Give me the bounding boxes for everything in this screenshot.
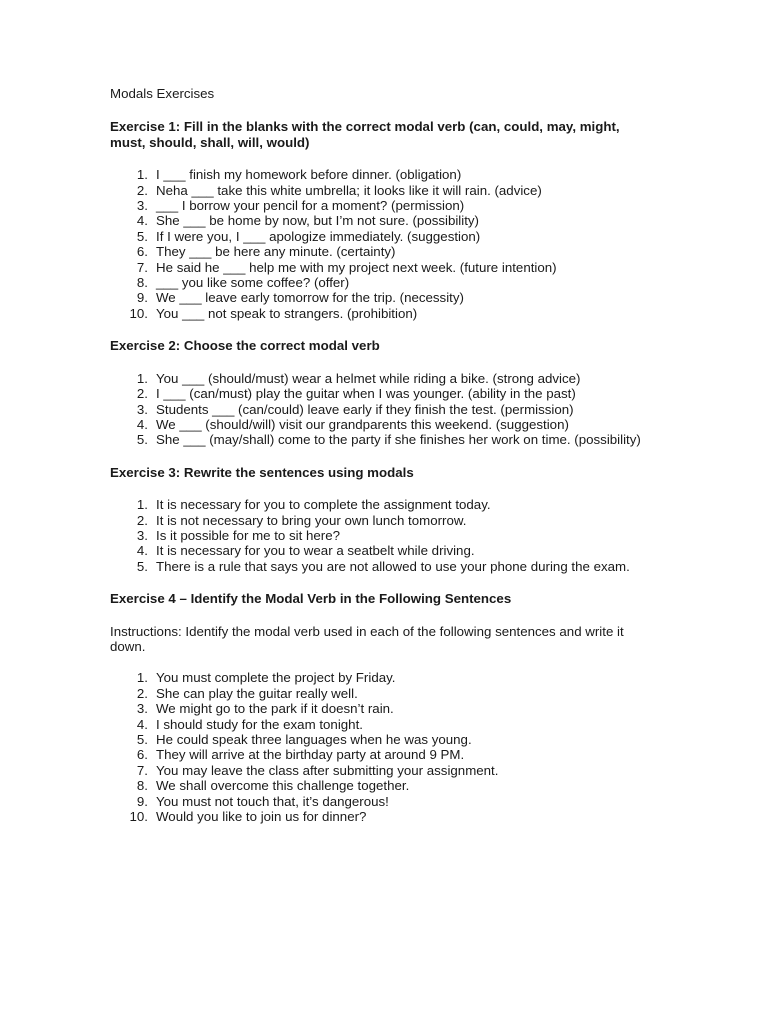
list-item [110,402,658,417]
list-item-number: 8. [136,778,148,794]
list-item-number: 4. [136,716,148,732]
list-item [110,371,658,386]
list-item [110,229,658,244]
list-item-text: You ___ (should/must) wear a helmet while riding a bike. (strong advice) [156,370,581,386]
list-item [110,747,658,762]
list-item-number: 10. [129,809,148,825]
list-item-number: 5. [136,732,148,747]
list-item-text: We ___ (should/will) visit our grandparents this weekend. (suggestion) [156,416,569,432]
list-item-text: It is not necessary to bring your own lunch tomorrow. [156,512,467,528]
list-item-text: ___ I borrow your pencil for a moment? (permission) [156,198,465,214]
list-item-number: 3. [136,527,148,543]
list-item [110,260,658,275]
list-item-number: 5. [136,558,148,574]
list-item [110,809,658,824]
list-item-number: 3. [136,198,148,214]
list-item-text: You must not touch that, it’s dangerous! [156,793,389,809]
list-item [110,528,658,543]
list-item-text: She can play the guitar really well. [156,685,358,701]
exercise-3-list [110,497,658,574]
list-item-number: 4. [136,213,148,229]
list-item [110,717,658,732]
list-item-text: I ___ finish my homework before dinner. (obligation) [156,167,462,183]
document-body [110,86,658,841]
list-item [110,543,658,558]
list-item [110,213,658,228]
list-item [110,386,658,401]
list-item-text: It is necessary for you to wear a seatbelt while driving. [156,543,475,559]
list-item-text: We shall overcome this challenge together. [156,778,410,794]
list-item [110,670,658,685]
list-item-number: 9. [136,793,148,809]
list-item-number: 7. [136,259,148,275]
list-item-number: 3. [136,401,148,417]
list-item-number: 4. [136,543,148,559]
list-item-text: ___ you like some coffee? (offer) [156,275,350,291]
list-item-text: You may leave the class after submitting your assignment. [156,762,499,778]
exercise-2-heading: Exercise 2: Choose the correct modal verb [110,338,380,354]
list-item [110,497,658,512]
list-item [110,778,658,793]
list-item [110,732,658,747]
list-item [110,763,658,778]
exercise-2-list [110,371,658,448]
list-item [110,513,658,528]
list-item-number: 5. [136,432,148,448]
list-item-text: Neha ___ take this white umbrella; it looks like it will rain. (advice) [156,182,542,198]
list-item-number: 9. [136,290,148,306]
list-item-number: 6. [136,244,148,260]
exercise-1-list [110,167,658,321]
list-item-number: 4. [136,416,148,432]
list-item-number: 2. [136,685,148,701]
list-item [110,275,658,290]
exercise-4-instructions: Instructions: Identify the modal verb used in each of the following sentences and write it down. [110,623,624,654]
list-item-text: She ___ (may/shall) come to the party if she finishes her work on time. (possibility) [156,432,641,448]
list-item [110,559,658,574]
document-title: Modals Exercises [110,86,215,101]
list-item-number: 1. [136,370,148,386]
list-item-number: 7. [136,762,148,778]
exercise-4-list [110,670,658,824]
list-item [110,701,658,716]
list-item-text: Would you like to join us for dinner? [156,809,367,825]
list-item-text: We might go to the park if it doesn’t rain. [156,701,394,717]
list-item-number: 10. [129,305,148,321]
list-item [110,686,658,701]
list-item-number: 2. [136,182,148,198]
list-item [110,167,658,182]
list-item-text: There is a rule that says you are not allowed to use your phone during the exam. [156,558,630,574]
list-item-text: You ___ not speak to strangers. (prohibition) [156,305,418,321]
list-item-number: 6. [136,747,148,763]
exercise-3-heading: Exercise 3: Rewrite the sentences using modals [110,464,414,480]
list-item-number: 8. [136,275,148,291]
list-item-number: 1. [136,670,148,686]
list-item-text: If I were you, I ___ apologize immediately. (suggestion) [156,228,481,244]
list-item-number: 5. [136,228,148,244]
exercise-4-heading: Exercise 4 – Identify the Modal Verb in the Following Sentences [110,591,512,607]
list-item-text: I should study for the exam tonight. [156,716,363,732]
exercise-1-heading: Exercise 1: Fill in the blanks with the correct modal verb (can, could, may, might, must, should, shall, will, would) [110,119,620,150]
list-item [110,244,658,259]
list-item-text: He could speak three languages when he was young. [156,732,472,747]
list-item [110,432,658,447]
list-item-number: 2. [136,512,148,528]
list-item-number: 1. [136,497,148,513]
list-item-text: I ___ (can/must) play the guitar when I was younger. (ability in the past) [156,386,576,402]
list-item-text: You must complete the project by Friday. [156,670,396,686]
list-item-text: Is it possible for me to sit here? [156,527,341,543]
list-item [110,306,658,321]
list-item-number: 3. [136,701,148,717]
list-item-text: He said he ___ help me with my project next week. (future intention) [156,259,557,275]
list-item [110,183,658,198]
list-item [110,198,658,213]
list-item-text: We ___ leave early tomorrow for the trip. (necessity) [156,290,464,306]
list-item [110,290,658,305]
list-item-text: Students ___ (can/could) leave early if they finish the test. (permission) [156,401,574,417]
list-item [110,794,658,809]
list-item-text: They ___ be here any minute. (certainty) [156,244,396,260]
list-item-text: They will arrive at the birthday party at around 9 PM. [156,747,465,763]
list-item-text: She ___ be home by now, but I’m not sure. (possibility) [156,213,479,229]
list-item-number: 2. [136,386,148,402]
list-item-text: It is necessary for you to complete the assignment today. [156,497,491,513]
list-item-number: 1. [136,167,148,183]
list-item [110,417,658,432]
